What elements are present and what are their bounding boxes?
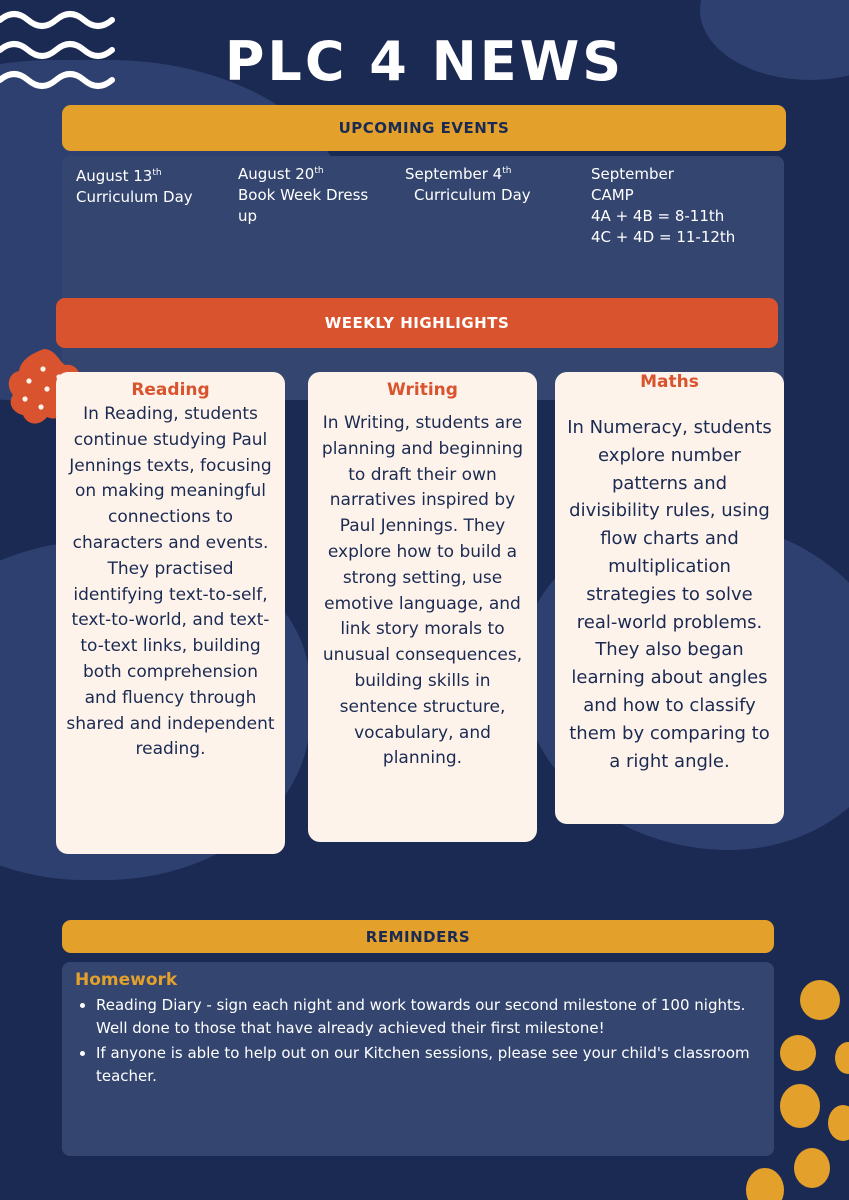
event-date-suffix: th <box>152 168 162 178</box>
card-body: In Numeracy, students explore number patterns and divisibility rules, using flow charts and multiplication strategies to solve real-world problems. They also began learning about angles and how to classify them by comparing to a right angle. <box>567 417 772 772</box>
upcoming-events-heading: UPCOMING EVENTS <box>62 105 786 151</box>
list-item: If anyone is able to help out on our Kitchen sessions, please see your child's classroom teacher. <box>96 1042 756 1088</box>
decorative-dot <box>780 1035 816 1071</box>
decorative-dot <box>780 1084 820 1128</box>
event-description: Curriculum Day <box>414 186 531 204</box>
event-date: August 20 <box>238 165 315 183</box>
list-item: Reading Diary - sign each night and work towards our second milestone of 100 nights. Well done to those that have already achieved their first milestone! <box>96 994 756 1040</box>
decorative-dot <box>800 980 840 1020</box>
event-date-suffix: th <box>502 166 512 176</box>
event-item <box>591 164 771 248</box>
card-body: In Writing, students are planning and beginning to draft their own narratives inspired by Paul Jennings. They explore how to build a strong setting, use emotive language, and link story morals to unusual consequences, building skills in sentence structure, vocabulary, and planning. <box>321 413 524 769</box>
weekly-highlights-heading: WEEKLY HIGHLIGHTS <box>56 298 778 348</box>
page-title: PLC 4 NEWS <box>224 30 625 93</box>
event-description: Curriculum Day <box>76 188 193 206</box>
event-line: 4A + 4B = 8-11th <box>591 207 725 225</box>
homework-heading: Homework <box>75 970 178 990</box>
event-description: Book Week Dress up <box>238 186 369 225</box>
maths-card <box>555 372 784 824</box>
decorative-dot <box>828 1105 849 1141</box>
event-date-suffix: th <box>314 166 324 176</box>
decorative-dot <box>835 1042 849 1074</box>
event-line: CAMP <box>591 186 634 204</box>
decorative-dot <box>794 1148 830 1188</box>
reminders-list <box>96 994 756 1090</box>
card-title: Reading <box>131 380 210 400</box>
event-date: August 13 <box>76 167 153 185</box>
reminders-heading: REMINDERS <box>62 920 774 953</box>
writing-card <box>308 372 537 842</box>
reading-card <box>56 372 285 854</box>
event-item <box>238 164 388 227</box>
event-item <box>405 164 565 206</box>
card-body: In Reading, students continue studying Paul Jennings texts, focusing on making meaningful connections to characters and events. They practised identifying text-to-self, text-to-world, and text-to-text links, building both comprehension and fluency through shared and independent reading. <box>66 404 275 760</box>
card-title: Maths <box>640 372 699 392</box>
event-item <box>76 166 216 208</box>
event-date: September <box>591 165 674 183</box>
card-title: Writing <box>387 380 458 400</box>
decorative-dot <box>746 1168 784 1200</box>
event-line: 4C + 4D = 11-12th <box>591 228 736 246</box>
event-date: September 4 <box>405 165 503 183</box>
